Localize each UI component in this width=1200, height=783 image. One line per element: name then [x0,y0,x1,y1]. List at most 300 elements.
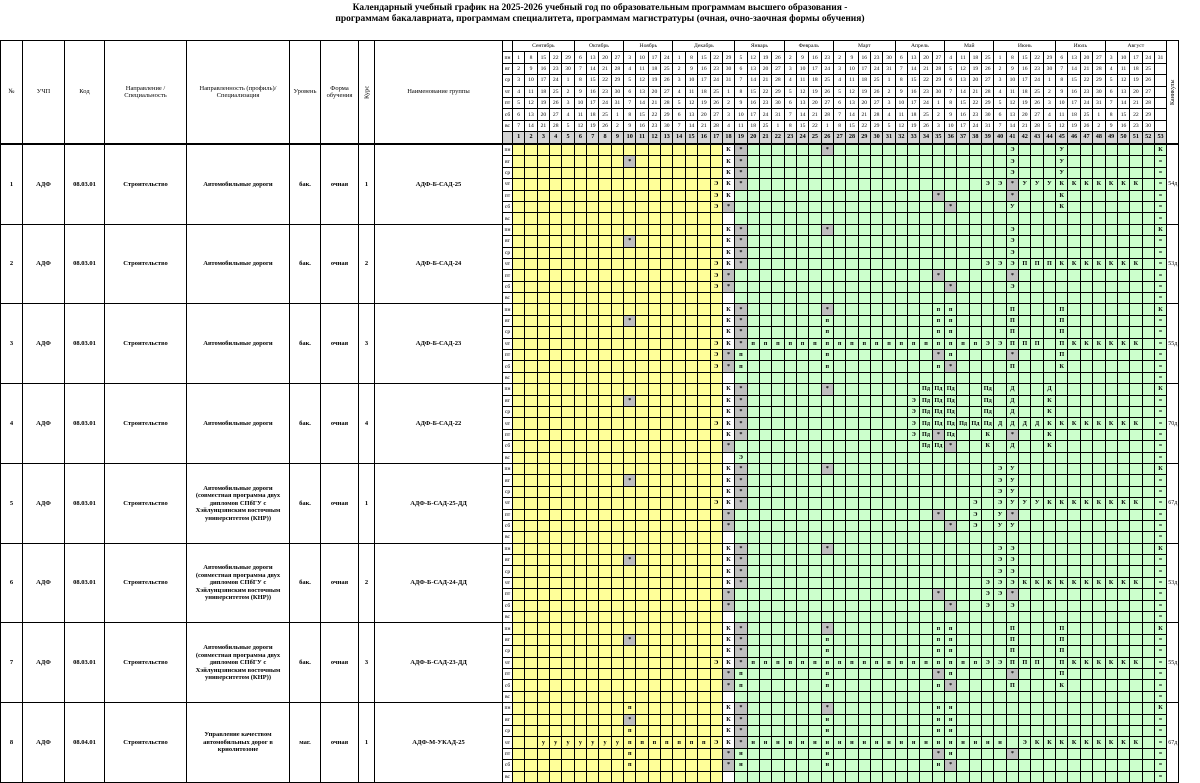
schedule-cell [994,612,1006,623]
schedule-cell [1043,304,1055,315]
schedule-cell [611,258,623,269]
schedule-cell [525,304,537,315]
schedule-cell [945,566,957,577]
schedule-cell [821,452,833,463]
schedule-cell [1117,156,1129,167]
schedule-cell [611,350,623,361]
calendar-date: 23 [1080,86,1092,97]
schedule-cell [1093,441,1105,452]
schedule-cell [747,247,759,258]
schedule-cell: = [1154,680,1166,691]
schedule-cell [1130,201,1142,212]
schedule-cell: н [920,737,932,748]
schedule-cell [636,372,648,383]
schedule-cell: Э [994,463,1006,474]
schedule-cell [673,247,685,258]
schedule-cell: К [722,179,734,190]
schedule-cell [1080,509,1092,520]
schedule-cell: К [722,315,734,326]
schedule-cell: * [722,509,734,520]
schedule-cell [550,190,562,201]
calendar-date: 12 [957,63,969,74]
schedule-cell: н [821,737,833,748]
schedule-cell [833,429,845,440]
schedule-cell [982,498,994,509]
schedule-cell [1117,600,1129,611]
schedule-cell [969,145,981,156]
schedule-cell [636,703,648,714]
schedule-cell [870,384,882,395]
schedule-cell: = [1154,555,1166,566]
schedule-cell [833,555,845,566]
schedule-cell [759,600,771,611]
schedule-cell [673,350,685,361]
schedule-cell [513,395,525,406]
schedule-cell [513,190,525,201]
schedule-cell [1142,509,1154,520]
calendar-date: 4 [1043,109,1055,120]
schedule-cell [1105,315,1117,326]
schedule-cell [550,304,562,315]
schedule-cell [599,407,611,418]
schedule-cell: * [735,486,747,497]
schedule-cell: Пд [982,384,994,395]
col-direction-header: Направление / Специальность [105,41,187,144]
row-code: 08.03.01 [65,145,105,225]
schedule-cell [1080,463,1092,474]
schedule-cell [611,486,623,497]
schedule-cell: П [1056,327,1068,338]
schedule-cell [673,327,685,338]
schedule-cell [858,384,870,395]
schedule-cell [957,179,969,190]
schedule-cell [759,509,771,520]
schedule-cell [809,384,821,395]
schedule-cell [1080,486,1092,497]
schedule-cell: п [883,338,895,349]
schedule-cell [624,190,636,201]
calendar-date: 7 [673,120,685,131]
calendar-date: 18 [1130,63,1142,74]
schedule-cell [809,441,821,452]
schedule-cell [550,634,562,645]
schedule-cell [1093,520,1105,531]
schedule-cell: у [550,737,562,748]
schedule-cell [870,429,882,440]
schedule-cell: = [1154,315,1166,326]
schedule-cell [1130,190,1142,201]
schedule-cell [784,293,796,304]
schedule-cell [1117,612,1129,623]
schedule-cell [883,589,895,600]
schedule-cell [574,668,586,679]
schedule-cell [624,361,636,372]
schedule-cell [932,167,944,178]
schedule-cell [846,407,858,418]
weekday-label: вс [503,213,513,224]
schedule-cell [833,714,845,725]
schedule-cell [525,327,537,338]
calendar-date: 22 [550,52,562,63]
schedule-cell: п [908,338,920,349]
schedule-cell: П [1006,304,1018,315]
schedule-cell [710,543,722,554]
schedule-cell [821,532,833,543]
schedule-cell [710,293,722,304]
schedule-cell [1068,600,1080,611]
schedule-cell [698,691,710,702]
schedule-cell [784,201,796,212]
schedule-cell [1068,429,1080,440]
schedule-cell [920,680,932,691]
schedule-cell [673,646,685,657]
schedule-cell [562,543,574,554]
schedule-cell [525,509,537,520]
schedule-cell [624,691,636,702]
schedule-cell [673,429,685,440]
schedule-cell [611,179,623,190]
schedule-cell: п [796,657,808,668]
schedule-cell: Э [982,657,994,668]
schedule-cell [846,486,858,497]
schedule-cell [821,201,833,212]
schedule-cell [796,247,808,258]
schedule-cell [908,475,920,486]
row-form: очная [321,543,359,623]
schedule-cell [648,179,660,190]
schedule-cell [846,213,858,224]
schedule-cell [796,236,808,247]
row-group: АДФ-Б-САД-22 [375,384,503,464]
calendar-date: 23 [759,97,771,108]
schedule-cell [1068,509,1080,520]
schedule-cell [661,384,673,395]
schedule-cell [908,589,920,600]
schedule-cell [587,612,599,623]
schedule-cell [772,304,784,315]
schedule-cell: К [1154,463,1166,474]
calendar-date: 26 [982,63,994,74]
calendar-date: 4 [883,109,895,120]
schedule-cell [1142,737,1154,748]
calendar-date: 17 [957,120,969,131]
calendar-date: 29 [1093,75,1105,86]
schedule-cell [1068,634,1080,645]
schedule-cell [1105,475,1117,486]
schedule-cell [550,281,562,292]
schedule-cell [908,293,920,304]
schedule-cell [908,441,920,452]
schedule-cell: П [1006,623,1018,634]
schedule-cell [537,498,549,509]
schedule-cell [1142,691,1154,702]
schedule-cell [772,258,784,269]
calendar-date: 14 [1117,97,1129,108]
schedule-cell [673,179,685,190]
schedule-cell [747,725,759,736]
schedule-cell [858,258,870,269]
schedule-cell [1019,384,1031,395]
schedule-cell [562,714,574,725]
schedule-cell [636,486,648,497]
schedule-cell [685,566,697,577]
schedule-cell [1068,543,1080,554]
schedule-cell [932,372,944,383]
schedule-cell: Э [1006,543,1018,554]
schedule-cell [537,555,549,566]
schedule-cell: * [932,270,944,281]
schedule-cell [994,395,1006,406]
schedule-cell [1056,532,1068,543]
schedule-cell [673,384,685,395]
schedule-cell: * [722,600,734,611]
schedule-cell [574,167,586,178]
schedule-cell [525,680,537,691]
schedule-cell [648,213,660,224]
schedule-cell [648,258,660,269]
schedule-cell [833,520,845,531]
schedule-cell [920,612,932,623]
row-form: очная [321,703,359,783]
schedule-cell [550,167,562,178]
schedule-cell [982,566,994,577]
schedule-cell [870,634,882,645]
schedule-cell [772,224,784,235]
week-number: 33 [908,132,920,143]
col-profile-header: Направленность (профиль)/ Специализация [187,41,290,144]
schedule-cell [1043,475,1055,486]
schedule-cell [1019,623,1031,634]
schedule-cell: * [735,384,747,395]
schedule-cell [685,475,697,486]
schedule-cell: Э [1019,737,1031,748]
schedule-cell [636,258,648,269]
schedule-cell [1031,612,1043,623]
weekday-label: сб [503,680,513,691]
calendar-date: 21 [759,75,771,86]
schedule-cell [846,703,858,714]
schedule-cell [574,760,586,771]
calendar-date: 12 [525,97,537,108]
schedule-cell [1031,566,1043,577]
schedule-cell [685,555,697,566]
calendar-date: 28 [710,120,722,131]
schedule-cell [599,190,611,201]
schedule-cell [957,327,969,338]
schedule-cell [883,145,895,156]
schedule-cell [833,407,845,418]
schedule-cell: Э [710,350,722,361]
schedule-cell [796,270,808,281]
schedule-cell [747,509,759,520]
schedule-cell [784,509,796,520]
schedule-cell [809,714,821,725]
schedule-cell [833,509,845,520]
schedule-cell [833,725,845,736]
schedule-cell [624,441,636,452]
schedule-cell [525,429,537,440]
schedule-cell: * [624,156,636,167]
schedule-cell: П [1056,350,1068,361]
schedule-cell [870,293,882,304]
schedule-cell [895,190,907,201]
schedule-cell: = [1154,725,1166,736]
calendar-date: 5 [1105,75,1117,86]
schedule-cell [870,167,882,178]
schedule-cell [537,748,549,759]
schedule-cell: Э [1006,281,1018,292]
schedule-cell [1056,293,1068,304]
schedule-cell [525,520,537,531]
schedule-cell: * [722,760,734,771]
schedule-cell [1056,475,1068,486]
schedule-cell [759,224,771,235]
calendar-date: 28 [1031,120,1043,131]
week-number: 26 [821,132,833,143]
schedule-cell [796,258,808,269]
schedule-cell [698,327,710,338]
schedule-cell [599,657,611,668]
schedule-cell [796,646,808,657]
schedule-cell [883,213,895,224]
calendar-date: 18 [698,86,710,97]
schedule-cell [895,315,907,326]
schedule-cell: * [722,520,734,531]
calendar-date: 21 [858,109,870,120]
schedule-cell [945,179,957,190]
schedule-cell [796,429,808,440]
schedule-cell: * [945,600,957,611]
calendar-date: 2 [1043,86,1055,97]
calendar-date: 20 [1130,86,1142,97]
week-number: 11 [636,132,648,143]
schedule-cell [821,190,833,201]
schedule-cell: К [1043,737,1055,748]
schedule-cell [957,270,969,281]
schedule-cell [1068,384,1080,395]
calendar-date: 7 [513,120,525,131]
schedule-cell [796,748,808,759]
schedule-cell [1031,361,1043,372]
schedule-cell [1043,509,1055,520]
schedule-cell [587,680,599,691]
schedule-cell [1043,600,1055,611]
schedule-cell: = [1154,395,1166,406]
schedule-cell [759,179,771,190]
schedule-cell [784,270,796,281]
schedule-cell [685,589,697,600]
schedule-cell [994,247,1006,258]
schedule-cell [562,281,574,292]
schedule-cell [1031,543,1043,554]
schedule-cell [809,634,821,645]
week-number: 14 [673,132,685,143]
schedule-cell [513,179,525,190]
schedule-cell [722,612,734,623]
schedule-cell [525,555,537,566]
schedule-cell [698,236,710,247]
schedule-cell [636,498,648,509]
calendar-date: 20 [537,109,549,120]
schedule-cell: у [611,737,623,748]
schedule-cell [809,270,821,281]
schedule-cell [611,452,623,463]
schedule-cell [982,327,994,338]
schedule-cell: = [1154,486,1166,497]
schedule-cell [858,372,870,383]
schedule-cell: * [735,167,747,178]
schedule-cell [1093,145,1105,156]
schedule-cell: Э [994,657,1006,668]
schedule-cell [747,612,759,623]
schedule-cell [1019,395,1031,406]
schedule-cell [611,156,623,167]
weekday-label: вс [503,372,513,383]
calendar-date: 12 [685,97,697,108]
schedule-cell [945,213,957,224]
schedule-cell [513,543,525,554]
schedule-cell [759,247,771,258]
schedule-cell [1080,748,1092,759]
schedule-cell [747,577,759,588]
schedule-cell [550,600,562,611]
schedule-cell [513,452,525,463]
schedule-cell [957,748,969,759]
schedule-cell [957,543,969,554]
calendar-date: 2 [883,86,895,97]
schedule-cell [661,668,673,679]
schedule-cell [920,543,932,554]
calendar-date: 30 [611,86,623,97]
schedule-cell [1019,725,1031,736]
schedule-cell [698,247,710,258]
schedule-cell: К [1043,407,1055,418]
calendar-date: 18 [858,75,870,86]
schedule-cell [587,634,599,645]
schedule-cell [513,372,525,383]
schedule-cell [624,270,636,281]
schedule-cell [574,327,586,338]
schedule-cell [809,452,821,463]
schedule-cell [636,452,648,463]
schedule-cell [685,201,697,212]
month-header-1: Сентябрь [513,41,575,52]
schedule-cell [636,236,648,247]
weekday-label: вт [503,156,513,167]
schedule-cell: К [1093,657,1105,668]
schedule-cell: К [1117,577,1129,588]
schedule-cell [969,281,981,292]
schedule-cell: н [833,737,845,748]
schedule-cell: Э [994,589,1006,600]
row-code: 08.03.01 [65,304,105,384]
schedule-cell [1080,201,1092,212]
calendar-date [1154,75,1166,86]
schedule-cell [784,441,796,452]
schedule-cell [1142,577,1154,588]
schedule-cell [513,145,525,156]
schedule-cell [624,486,636,497]
calendar-date: 6 [735,63,747,74]
schedule-cell: п [870,338,882,349]
schedule-cell [759,566,771,577]
schedule-cell [550,315,562,326]
schedule-cell [587,520,599,531]
schedule-cell [858,201,870,212]
schedule-cell [661,589,673,600]
schedule-cell: п [821,657,833,668]
schedule-cell [870,350,882,361]
